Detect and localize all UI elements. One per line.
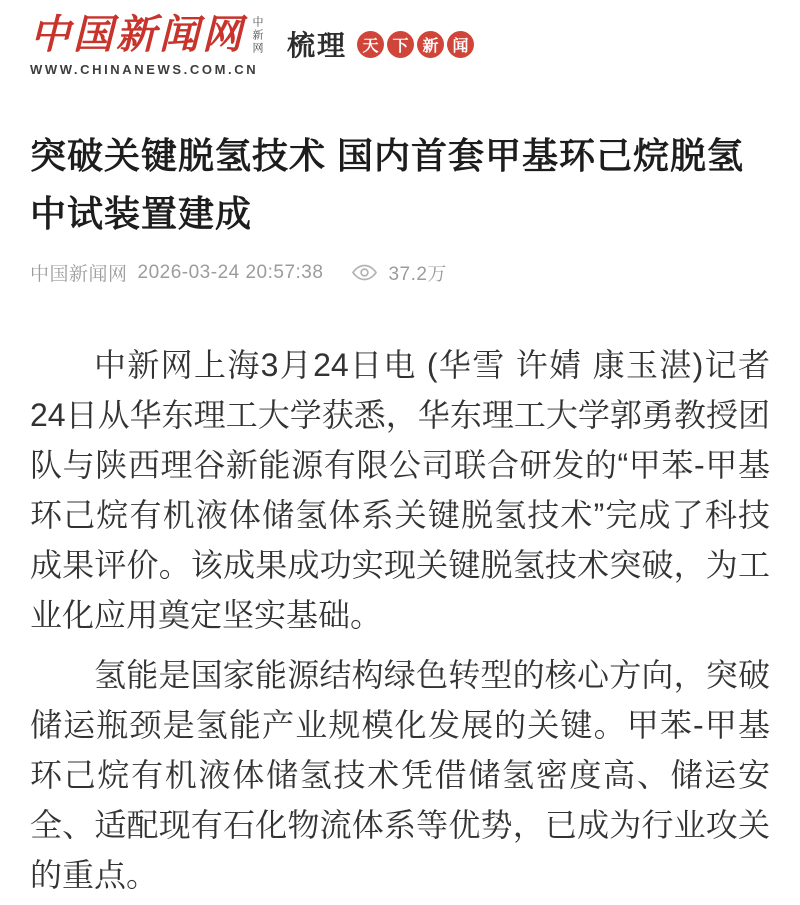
slogan-stamp-icon: 下 — [387, 31, 414, 58]
eye-icon — [351, 263, 378, 282]
article-source: 中国新闻网 — [30, 264, 128, 285]
article-datetime: 2026-03-24 20:57:38 — [137, 261, 324, 283]
site-logo-side-text: 中新网 — [251, 16, 263, 55]
article-paragraph: 氢能是国家能源结构绿色转型的核心方向，突破储运瓶颈是氢能产业规模化发展的关键。甲苯-甲基环己烷有机液体储氢技术凭借储氢密度高、储运安全、适配现有石化物流体系等优势，已成为行业攻关的重点。 — [30, 657, 770, 893]
slogan-stamp-icon: 新 — [417, 31, 444, 58]
article-title: 突破关键脱氢技术 国内首套甲基环己烷脱氢中试装置建成 — [30, 135, 745, 234]
article-main — [30, 127, 770, 900]
slogan-stamp-icon: 闻 — [447, 31, 474, 58]
article-byline — [30, 259, 770, 286]
site-logo[interactable] — [30, 12, 263, 77]
view-count: 37.2万 — [388, 264, 447, 285]
slogan-calligraphy-text: 梳理 — [287, 29, 348, 62]
site-logo-text: 中国新闻网 — [30, 11, 245, 58]
article-paragraph: 中新网上海3月24日电 (华雪 许婧 康玉湛)记者24日从华东理工大学获悉，华东理工大学郭勇教授团队与陕西理谷新能源有限公司联合研发的“甲苯-甲基环己烷有机液体储氢体系关键脱氢技术”完成了科技成果评价。该成果成功实现关键脱氢技术突破，为工业化应用奠定坚实基础。 — [30, 347, 770, 633]
site-header — [30, 12, 770, 77]
article-body — [30, 340, 770, 900]
header-logo-row — [30, 12, 770, 77]
site-url-text: WWW.CHINANEWS.COM.CN — [30, 62, 259, 77]
slogan-stamp-icon: 天 — [357, 31, 384, 58]
site-slogan — [287, 24, 474, 64]
